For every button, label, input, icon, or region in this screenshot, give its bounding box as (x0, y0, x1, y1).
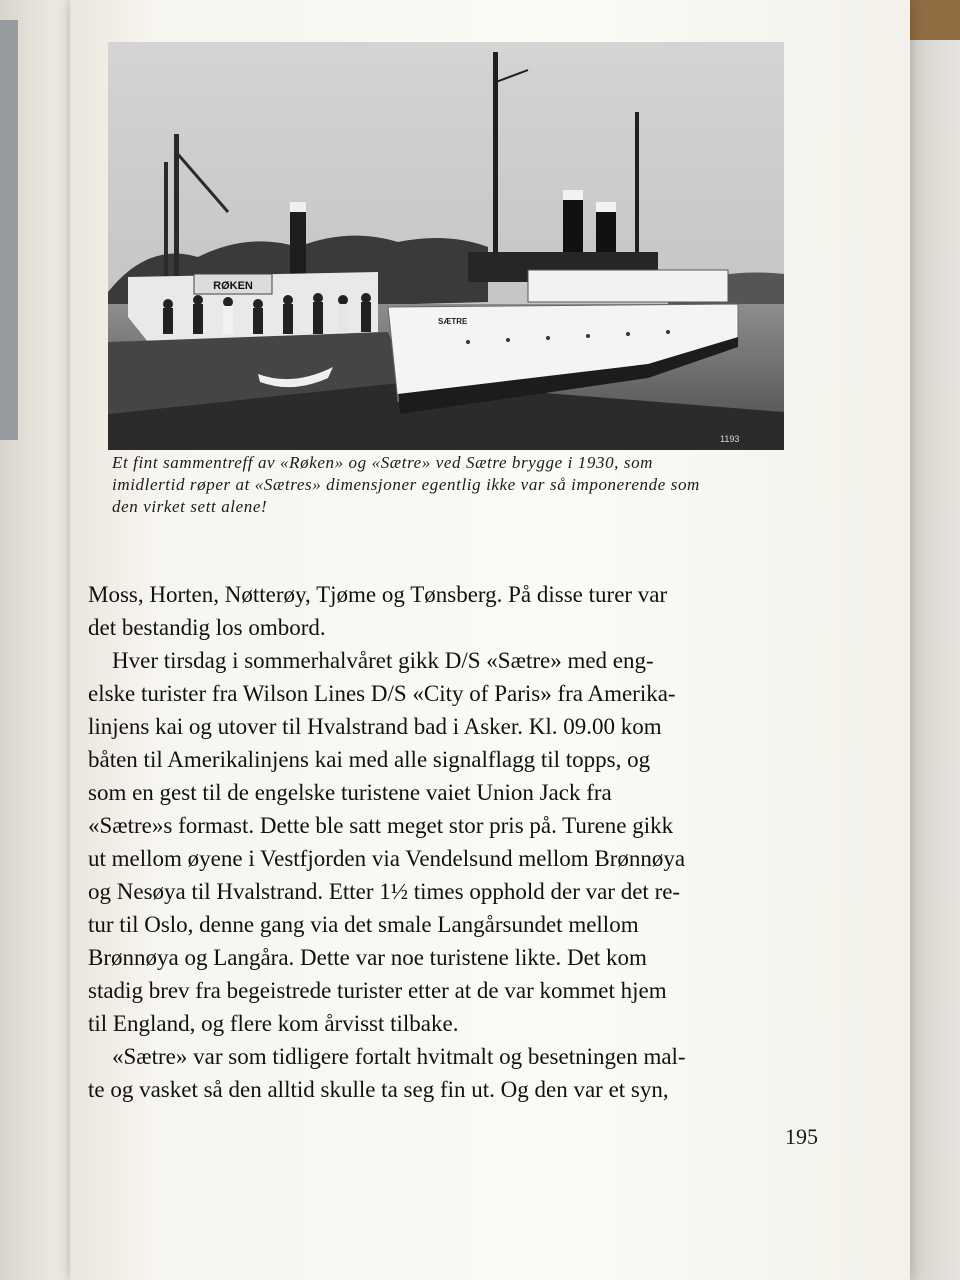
text-line: det bestandig los ombord. (88, 615, 326, 640)
text-line: Moss, Horten, Nøtterøy, Tjøme og Tønsberg. På disse turer var (88, 582, 668, 607)
text-line: tur til Oslo, denne gang via det smale Langårsundet mellom (88, 912, 639, 937)
body-text (88, 578, 818, 1106)
text-line: «Sætre» var som tidligere fortalt hvitmalt og besetningen mal- (112, 1044, 686, 1069)
text-line: elske turister fra Wilson Lines D/S «City of Paris» fra Amerika- (88, 681, 676, 706)
ship-photo-illustration (108, 42, 784, 450)
text-line: som en gest til de engelske turistene vaiet Union Jack fra (88, 780, 612, 805)
text-line: Brønnøya og Langåra. Dette var noe turistene likte. Det kom (88, 945, 647, 970)
text-line: og Nesøya til Hvalstrand. Etter 1½ times opphold der var det re- (88, 879, 681, 904)
photo-caption (112, 452, 802, 518)
saetre-name-label: SÆTRE (438, 317, 468, 326)
text-line: te og vasket så den alltid skulle ta seg fin ut. Og den var et syn, (88, 1077, 669, 1102)
text-line: til England, og flere kom årvisst tilbake. (88, 1011, 459, 1036)
caption-line: Et fint sammentreff av «Røken» og «Sætre» ved Sætre brygge i 1930, som (112, 453, 654, 472)
text-line: Hver tirsdag i sommerhalvåret gikk D/S «Sætre» med eng- (112, 648, 654, 673)
text-line: ut mellom øyene i Vestfjorden via Vendelsund mellom Brønnøya (88, 846, 686, 871)
text-line: stadig brev fra begeistrede turister etter at de var kommet hjem (88, 978, 667, 1003)
text-line: «Sætre»s formast. Dette ble satt meget stor pris på. Turene gikk (88, 813, 674, 838)
caption-line: imidlertid røper at «Sætres» dimensjoner egentlig ikke var så imponerende som (112, 475, 700, 494)
caption-line: den virket sett alene! (112, 497, 268, 516)
photo-corner-mark: 1193 (720, 434, 740, 444)
text-line: linjens kai og utover til Hvalstrand bad i Asker. Kl. 09.00 kom (88, 714, 662, 739)
previous-page-photo-edge (0, 20, 18, 440)
page-number: 195 (785, 1124, 818, 1149)
ship-photo (108, 42, 784, 450)
text-line: båten til Amerikalinjens kai med alle signalflagg til topps, og (88, 747, 651, 772)
roken-name-label: RØKEN (213, 280, 253, 292)
